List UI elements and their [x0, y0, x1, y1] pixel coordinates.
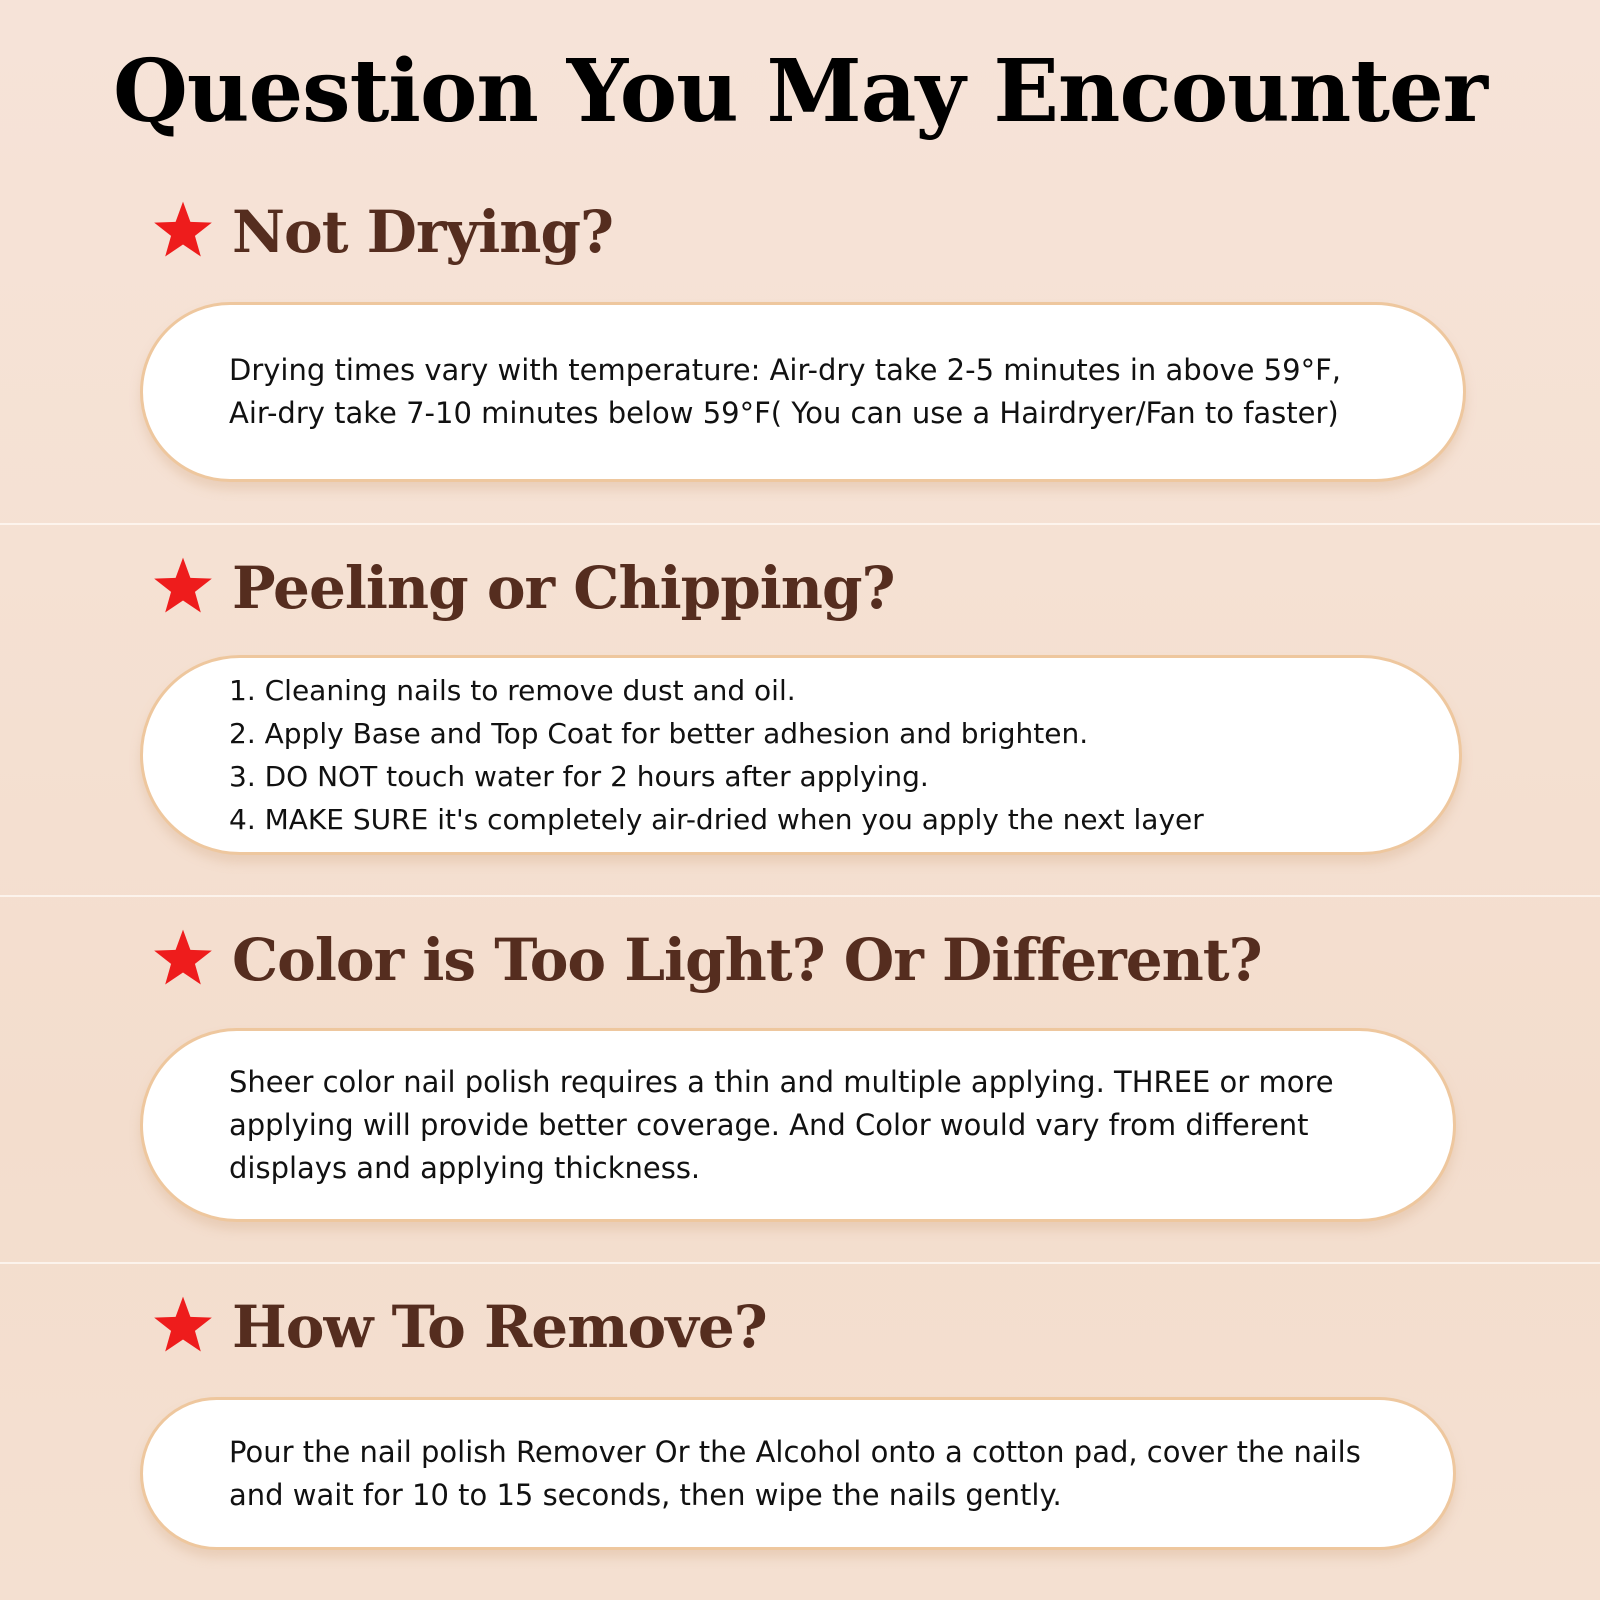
section-title: Not Drying? [232, 198, 613, 266]
star-icon [150, 555, 216, 621]
section-divider [0, 895, 1600, 897]
list-item: 3. DO NOT touch water for 2 hours after applying. [229, 760, 929, 793]
section-heading-color [150, 920, 1262, 1000]
section-heading-not-drying [150, 192, 613, 272]
section-title: How To Remove? [232, 1293, 767, 1361]
list-item: 2. Apply Base and Top Coat for better adhesion and brighten. [229, 717, 1089, 750]
star-icon [150, 927, 216, 993]
answer-card-remove [140, 1397, 1456, 1550]
section-heading-peeling [150, 548, 895, 628]
answer-text: Sheer color nail polish requires a thin and multiple applying. THREE or more applying will provide better coverage. And Color would vary from different displays and applying thickness. [229, 1064, 1334, 1185]
star-icon [150, 199, 216, 265]
list-item: 4. MAKE SURE it's completely air-dried when you apply the next layer [229, 803, 1204, 836]
section-heading-remove [150, 1287, 767, 1367]
page-title: Question You May Encounter [113, 41, 1487, 142]
section-title: Color is Too Light? Or Different? [232, 926, 1262, 994]
section-title: Peeling or Chipping? [232, 554, 895, 622]
answer-card-color [140, 1028, 1456, 1222]
section-divider [0, 523, 1600, 525]
section-divider [0, 1262, 1600, 1264]
list-item: 1. Cleaning nails to remove dust and oil. [229, 674, 796, 707]
star-icon [150, 1294, 216, 1360]
answer-card-peeling [140, 655, 1462, 855]
answer-text: Pour the nail polish Remover Or the Alcohol onto a cotton pad, cover the nails and wait for 10 to 15 seconds, then wipe the nails gently. [229, 1434, 1361, 1512]
tips-list [229, 669, 1204, 841]
answer-card-not-drying [140, 302, 1466, 482]
answer-text: Drying times vary with temperature: Air-dry take 2-5 minutes in above 59°F, Air-dry take 7-10 minutes below 59°F( You can use a Hairdryer/Fan to faster) [229, 353, 1341, 430]
